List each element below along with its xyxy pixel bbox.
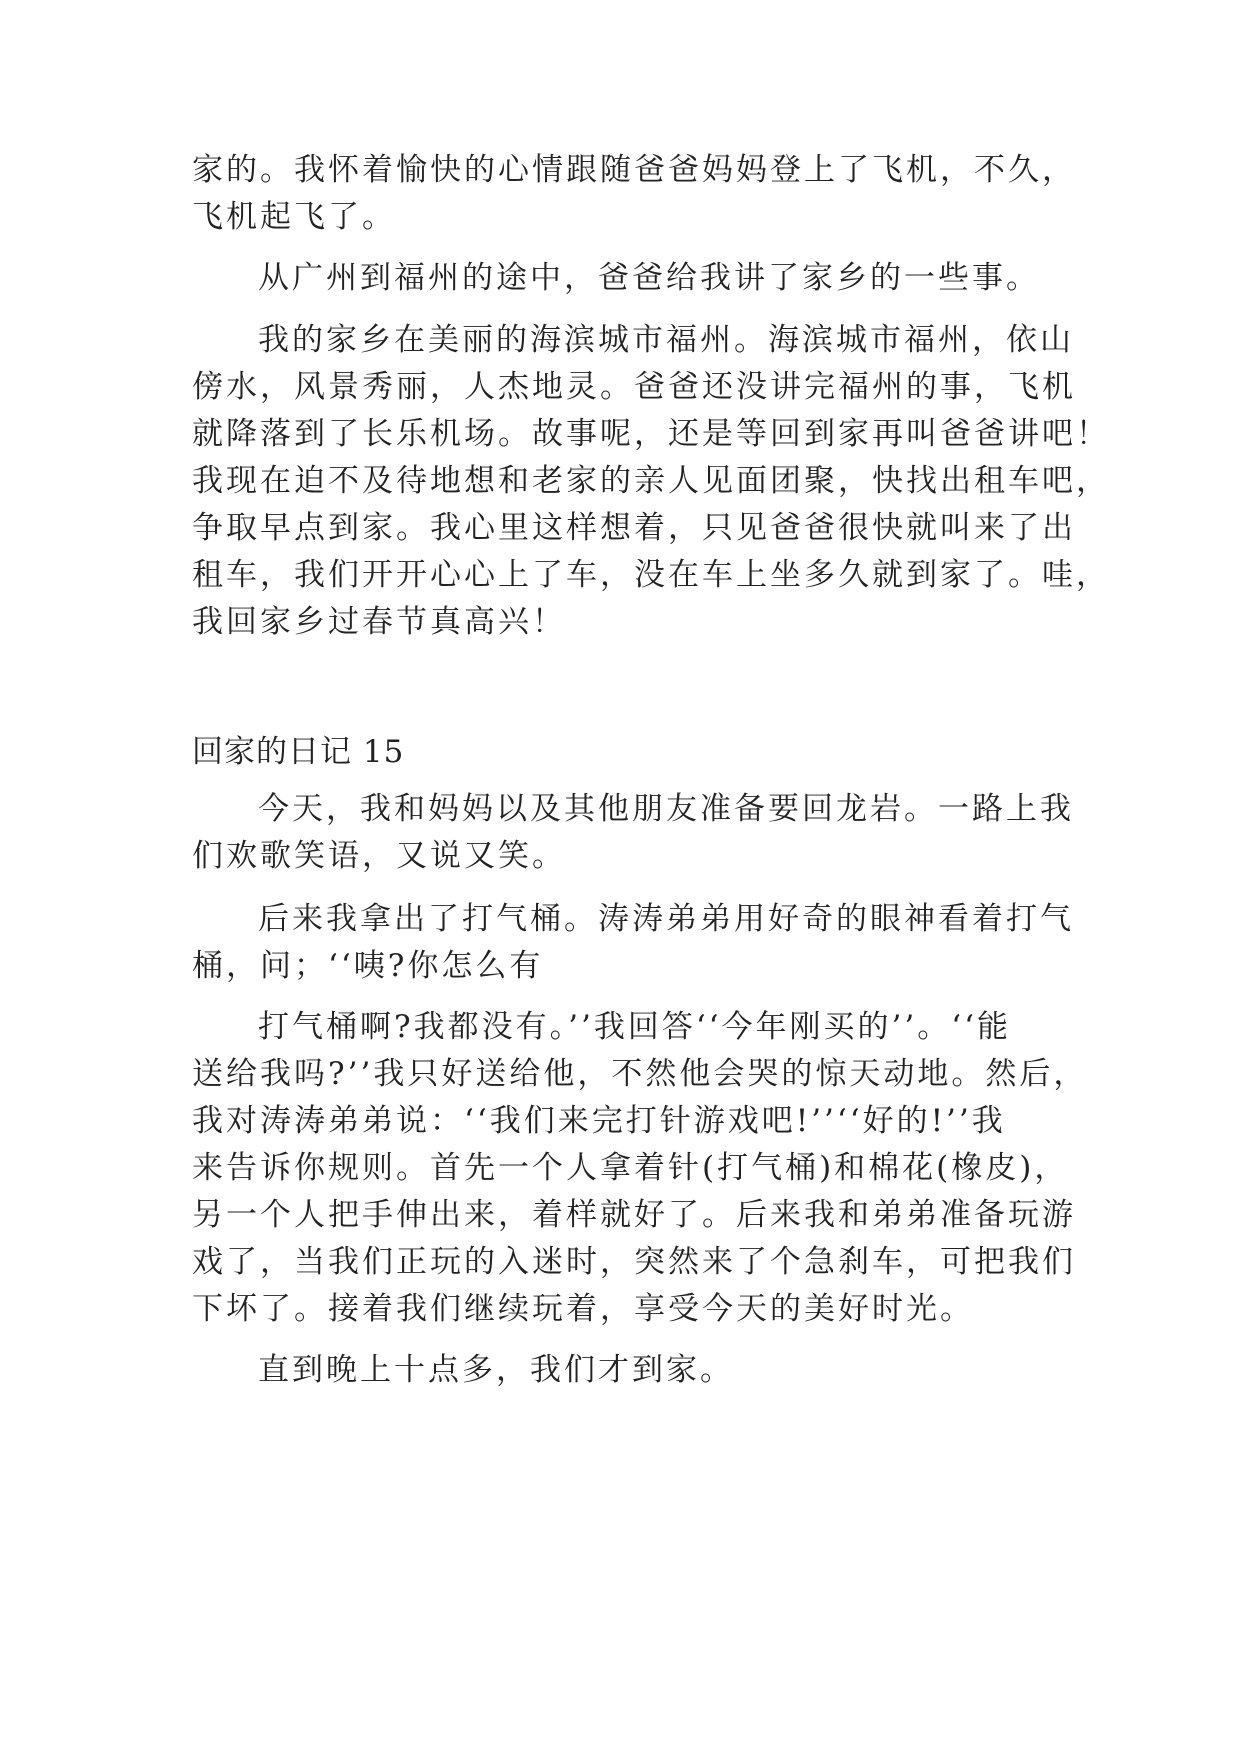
text-line: 傍水，风景秀丽，人杰地灵。爸爸还没讲完福州的事，飞机 (192, 369, 1076, 405)
paragraph-start-line: 直到晚上十点多，我们才到家。 (258, 1352, 734, 1388)
section-title: 回家的日记 15 (192, 734, 405, 770)
text-line: 送给我吗?’’我只好送给他，不然他会哭的惊天动地。然后， (192, 1056, 1088, 1092)
text-line: 我回家乡过春节真高兴！ (192, 604, 566, 640)
text-line: 桶，问；‘‘咦?你怎么有 (192, 948, 544, 984)
text-line: 来告诉你规则。首先一个人拿着针(打气桶)和棉花(橡皮)， (192, 1150, 1069, 1186)
paragraph-start-line: 后来我拿出了打气桶。涛涛弟弟用好奇的眼神看着打气 (258, 901, 1074, 937)
text-line: 我现在迫不及待地想和老家的亲人见面团聚，快找出租车吧， (192, 463, 1110, 499)
paragraph-start-line: 我的家乡在美丽的海滨城市福州。海滨城市福州，依山 (258, 322, 1074, 358)
paragraph-start-line: 从广州到福州的途中，爸爸给我讲了家乡的一些事。 (258, 260, 1040, 296)
text-line: 家的。我怀着愉快的心情跟随爸爸妈妈登上了飞机，不久， (192, 152, 1076, 188)
text-line: 下坏了。接着我们继续玩着，享受今天的美好时光。 (192, 1291, 974, 1327)
text-line: 戏了，当我们正玩的入迷时，突然来了个急刹车，可把我们 (192, 1244, 1076, 1280)
text-line: 我对涛涛弟弟说：‘‘我们来完打针游戏吧!’’‘‘好的!’’我 (192, 1103, 1006, 1139)
text-line: 租车，我们开开心心上了车，没在车上坐多久就到家了。哇， (192, 557, 1110, 593)
text-line: 们欢歌笑语，又说又笑。 (192, 838, 566, 874)
paragraph-start-line: 今天，我和妈妈以及其他朋友准备要回龙岩。一路上我 (258, 791, 1074, 827)
paragraph-start-line: 打气桶啊?我都没有。’’我回答‘‘今年刚买的’’。‘‘能 (258, 1009, 1011, 1045)
text-line: 就降落到了长乐机场。故事呢，还是等回到家再叫爸爸讲吧！ (192, 416, 1110, 452)
text-line: 另一个人把手伸出来，着样就好了。后来我和弟弟准备玩游 (192, 1197, 1076, 1233)
text-line: 争取早点到家。我心里这样想着，只见爸爸很快就叫来了出 (192, 510, 1076, 546)
text-line: 飞机起飞了。 (192, 199, 396, 235)
